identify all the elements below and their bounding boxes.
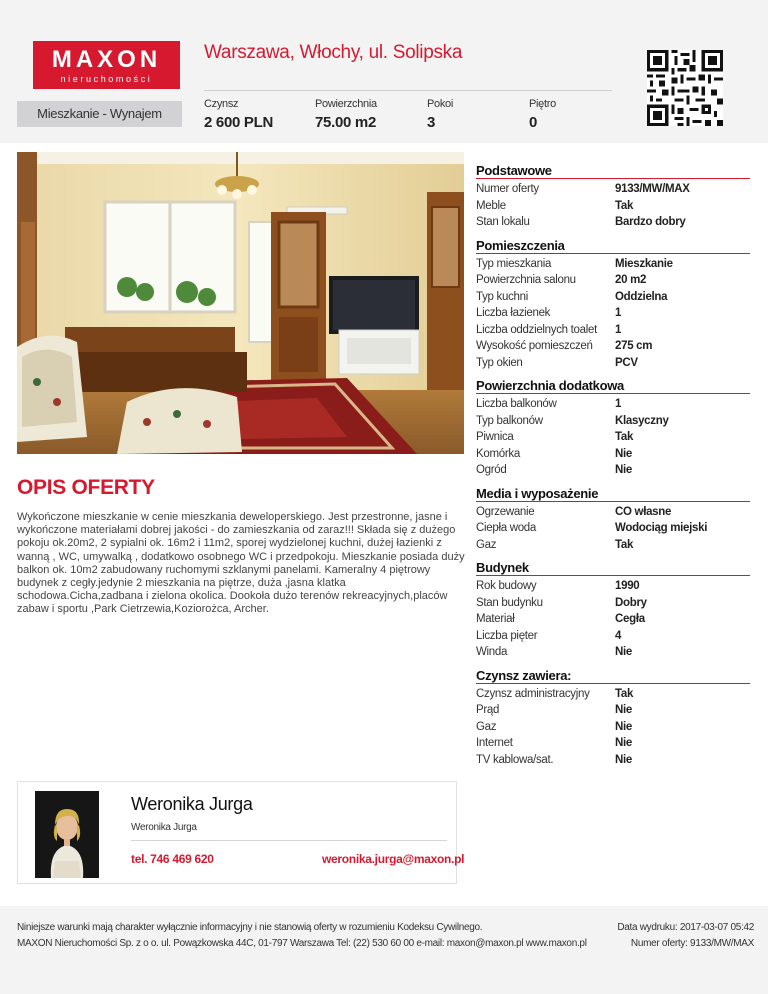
detail-key: Ogrzewanie — [476, 505, 535, 518]
footer-print-date: Data wydruku: 2017-03-07 05:42 — [617, 922, 754, 933]
detail-value: 1990 — [615, 580, 640, 592]
stat-floor-value: 0 — [529, 114, 538, 131]
detail-value: 9133/MW/MAX — [615, 183, 690, 195]
footer-disclaimer: Niniejsze warunki mają charakter wyłącznie informacyjny i nie stanowią oferty w rozumieniu Kodeksu Cywilnego. — [17, 922, 483, 933]
detail-row — [476, 702, 750, 719]
detail-row — [476, 338, 750, 355]
qr-code-icon — [647, 50, 723, 126]
agent-subtitle: Weronika Jurga — [131, 822, 197, 833]
agent-name: Weronika Jurga — [131, 794, 253, 814]
stat-area-value: 75.00 m2 — [315, 114, 376, 131]
detail-value: Tak — [615, 199, 634, 212]
agent-email-link[interactable]: weronika.jurga@maxon.pl — [322, 852, 465, 866]
description-title: OPIS OFERTY — [17, 476, 155, 499]
detail-value: 20 m2 — [615, 274, 647, 286]
detail-row — [476, 322, 750, 339]
detail-key: Meble — [476, 199, 506, 212]
apartment-photo — [17, 152, 464, 454]
detail-key: Powierzchnia salonu — [476, 274, 576, 286]
stat-area-label: Powierzchnia — [315, 98, 377, 110]
detail-row — [476, 289, 750, 306]
detail-value: Tak — [615, 538, 634, 551]
logo-tagline: nieruchomości — [60, 74, 153, 84]
stat-rooms-value: 3 — [427, 114, 436, 131]
detail-row — [476, 272, 750, 289]
detail-key: Gaz — [476, 538, 497, 551]
section-title: Budynek — [476, 559, 750, 576]
detail-row — [476, 537, 750, 554]
detail-value: Cegła — [615, 613, 645, 625]
detail-key: Stan lokalu — [476, 216, 530, 228]
detail-row — [476, 214, 750, 231]
agent-divider — [131, 840, 447, 841]
section-rooms — [476, 237, 750, 372]
detail-value: Tak — [615, 431, 634, 443]
detail-key: Ogród — [476, 464, 507, 476]
detail-key: Winda — [476, 646, 508, 658]
detail-value: Nie — [615, 464, 632, 476]
agent-phone-link[interactable]: tel. 746 469 620 — [131, 852, 214, 866]
section-rent-includes — [476, 667, 750, 769]
detail-row — [476, 644, 750, 661]
detail-value: 4 — [615, 629, 622, 642]
detail-key: Internet — [476, 737, 513, 749]
detail-value: PCV — [615, 356, 638, 369]
detail-key: Liczba oddzielnych toalet — [476, 323, 597, 336]
section-title: Czynsz zawiera: — [476, 667, 750, 684]
description-text: Wykończone mieszkanie w cenie mieszkania deweloperskiego. Jest przestronne, jasne i wykończone materiałami dobrej jakości - do zamieszkania od zaraz!!! Składa się z dużego pokoju ok.20m2, 2 sypialni ok. 16m2 i 11m2, sporej wydzielonej kuchni, dużej łazienki z wanną , WC, umywalką , dodatkowo osobnego WC i przedpokoju. Mieszkanie posiada duży balkon ok. 10m2 zabudowany ruchomymi szklanymi panelami. Kameralny 4 piętrowy budynek z cegły.jedynie 2 mieszkania na piętrze, duża ,jasna klatka schodowa.Cicha,zadbana i zielona okolica. Dookoła dużo terenów rekreacyjnych,placów zabaw i sportu ,Park Cietrzewia,Koziorożca, Archer. — [17, 511, 465, 616]
detail-key: Typ okien — [476, 356, 523, 369]
agent-card — [17, 781, 465, 884]
detail-row — [476, 446, 750, 463]
detail-row — [476, 686, 750, 703]
detail-row — [476, 752, 750, 769]
detail-key: Typ kuchni — [476, 290, 528, 303]
detail-key: Prąd — [476, 704, 500, 716]
stat-rent — [204, 98, 273, 131]
detail-row — [476, 355, 750, 372]
detail-key: Komórka — [476, 447, 520, 460]
detail-value: Dobry — [615, 596, 647, 609]
stat-rooms — [427, 98, 453, 131]
detail-value: Wodociąg miejski — [615, 522, 708, 534]
detail-row — [476, 198, 750, 215]
section-extra-area — [476, 377, 750, 479]
section-building — [476, 559, 750, 661]
detail-row — [476, 429, 750, 446]
footer-offer-number: Numer oferty: 9133/MW/MAX — [630, 938, 754, 949]
logo-name: MAXON — [51, 46, 162, 73]
detail-key: Ciepła woda — [476, 522, 536, 534]
section-title: Pomieszczenia — [476, 237, 750, 254]
detail-value: Tak — [615, 687, 634, 700]
listing-type-badge: Mieszkanie - Wynajem — [17, 101, 182, 127]
detail-row — [476, 413, 750, 430]
stat-rent-label: Czynsz — [204, 98, 239, 110]
details-column — [476, 162, 750, 774]
detail-row — [476, 611, 750, 628]
detail-value: Nie — [615, 704, 632, 716]
detail-value: Bardzo dobry — [615, 216, 686, 228]
detail-row — [476, 595, 750, 612]
detail-key: Liczba balkonów — [476, 398, 557, 410]
stat-floor — [529, 98, 556, 131]
agent-avatar — [35, 791, 99, 878]
detail-row — [476, 504, 750, 521]
detail-value: 1 — [615, 323, 622, 336]
detail-key: Liczba pięter — [476, 629, 538, 642]
maxon-logo — [33, 41, 180, 89]
stat-rooms-label: Pokoi — [427, 98, 454, 110]
detail-row — [476, 719, 750, 736]
detail-value: Klasyczny — [615, 414, 669, 427]
detail-row — [476, 256, 750, 273]
detail-key: Typ mieszkania — [476, 257, 552, 270]
listing-address: Warszawa, Włochy, ul. Solipska — [204, 42, 463, 63]
detail-value: 1 — [615, 307, 622, 319]
detail-value: Mieszkanie — [615, 257, 673, 270]
header-divider — [204, 90, 612, 91]
detail-row — [476, 520, 750, 537]
detail-value: 1 — [615, 398, 622, 410]
detail-key: Liczba łazienek — [476, 307, 551, 319]
detail-key: TV kablowa/sat. — [476, 753, 554, 766]
section-title: Media i wyposażenie — [476, 485, 750, 502]
detail-key: Materiał — [476, 613, 515, 625]
section-title: Podstawowe — [476, 162, 750, 179]
detail-row — [476, 628, 750, 645]
detail-value: Nie — [615, 720, 632, 733]
section-basic — [476, 162, 750, 231]
detail-value: Nie — [615, 646, 632, 658]
detail-row — [476, 578, 750, 595]
detail-value: Oddzielna — [615, 290, 668, 303]
footer-company-info: MAXON Nieruchomości Sp. z o o. ul. Powązkowska 44C, 01-797 Warszawa Tel: (22) 530 60 00 e-mail: maxon@maxon.pl www.maxon.pl — [17, 938, 587, 949]
stat-rent-value: 2 600 PLN — [204, 114, 274, 131]
detail-value: 275 cm — [615, 340, 653, 352]
detail-row — [476, 305, 750, 322]
section-title: Powierzchnia dodatkowa — [476, 377, 750, 394]
detail-key: Stan budynku — [476, 596, 543, 609]
footer — [0, 906, 768, 994]
detail-row — [476, 396, 750, 413]
stat-floor-label: Piętro — [529, 98, 556, 110]
stat-area — [315, 98, 377, 131]
detail-key: Numer oferty — [476, 183, 539, 195]
detail-value: Nie — [615, 737, 632, 749]
detail-key: Czynsz administracyjny — [476, 687, 590, 700]
detail-row — [476, 181, 750, 198]
detail-key: Rok budowy — [476, 580, 537, 592]
detail-value: Nie — [615, 447, 632, 460]
detail-key: Wysokość pomieszczeń — [476, 340, 593, 352]
detail-row — [476, 735, 750, 752]
detail-key: Gaz — [476, 720, 497, 733]
detail-key: Piwnica — [476, 431, 514, 443]
section-utilities — [476, 485, 750, 554]
detail-value: Nie — [615, 753, 632, 766]
detail-key: Typ balkonów — [476, 414, 543, 427]
detail-row — [476, 462, 750, 479]
detail-value: CO własne — [615, 505, 672, 518]
